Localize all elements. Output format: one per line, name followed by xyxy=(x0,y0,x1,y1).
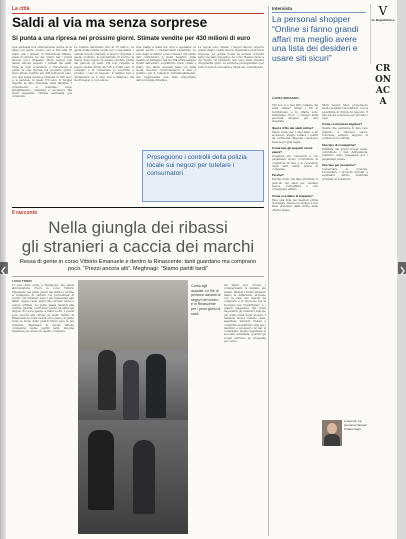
newspaper-page xyxy=(6,0,397,539)
masthead-vertical: CRONACA xyxy=(374,64,392,107)
chevron-left-icon xyxy=(0,265,8,277)
portrait-caption: L'esperta. La personal shopper Chiara Negri xyxy=(344,419,368,431)
feature-rule xyxy=(12,207,264,208)
question-7: Che fare per prevenire? xyxy=(322,162,356,167)
interview-text: Conservare le ricevute, fotografare i prodotti arrivati e segnalare subito eventuali problemi al venditore. xyxy=(322,167,368,181)
interview-text: Diffidare dei prezzi troppo bassi, controllare i dati dell'azienda, preferire carte prepagate per i pagamenti online. xyxy=(322,147,368,161)
feature-column-2 xyxy=(224,284,266,534)
article-text: Le vendite dureranno fino al 15 marzo. La guida della polizia locale per i negozianti: i cartelli devono indicare il prezzo originale e quello scontato, la percentuale di sconto; la merce deve essere la stessa venduta prima del periodo di saldi. Chi non rispetta le regole rischia multe da 516 a 3.098 euro. Il consiglio è di conservare lo scontrino e provare i capi in negozio. Il cambio non è obbligatorio se il capo non è difettoso, ma molti negozi lo concedono. xyxy=(74,46,134,82)
interview-headline: La personal shopper “Online si fanno grandi affari ma meglio avere una lista dei desideri e usare siti sicuri” xyxy=(272,14,359,64)
article-text: Le regole sono chiare: i negozi devono esporre prezzi chiari, i saldi devono riguardare prodotti di stagione. La polizia locale ha avviato controlli nelle vie dello shopping, da corso Buenos Aires a via Torino. Al momento non sono state rilevate irregolarità gravi. Le verifiche proseguiranno per tutto il periodo dei saldi a tutela dei consumatori. xyxy=(198,46,264,69)
interview-label: Intervista xyxy=(272,6,293,11)
feature-subhead: Ressa di gente in corso Vittorio Emanuele e dentro la Rinascente: tanti guardano ma comprano poco. “Prezzi ancora alti”. Meghnagi: “Siamo partiti tardi” xyxy=(19,259,257,272)
feature-text: Ci sono folle come a Ferragosto ma senza abbronzatura. Fuori, in corso Vittorio Emanuele, nei primi giorni dei saldi le vetrine si riempiono di cartelli con percentuali di sconto. Gli stranieri sono i più interessati agli affari: cinesi, russi, arabi che cercano borse e scarpe griffate. La gente passa davanti alle vetrine, guarda, confronta i prezzi ed entra nei negozi. Poi esce spesso a mani vuote. I prezzi sono ancora alti, dicono in molti. Dentro la Rinascente le scale mobili sono piene. Al piano terra le borse delle grandi firme sono le più richieste. Meghnagi di Ascom Milano commenta: siamo partiti tardi, bisogna aspettare per avere un quadro completo. xyxy=(12,284,74,334)
feature-label: Il racconto xyxy=(12,210,38,216)
feature-headline-line-1: Nella giungla dei ribassi xyxy=(48,218,228,237)
feature-subrule xyxy=(12,276,264,277)
main-subhead: Si punta a una ripresa nei prossimi giorni. Stimate vendite per 430 milioni di euro xyxy=(12,35,251,42)
next-page-arrow[interactable] xyxy=(398,262,406,274)
feature-photo xyxy=(78,280,188,534)
question-6: Che tipo di consigli ha? xyxy=(322,142,356,147)
main-headline: Saldi al via ma senza sorprese xyxy=(12,15,208,30)
chevron-right-icon xyxy=(398,265,406,277)
interview-text: Perché molti siti falsi sfruttano il periodo dei saldi per vendere merce contraffatta o non consegnare affatto. xyxy=(272,178,318,192)
article-column-4 xyxy=(198,46,264,146)
article-text: Una realtà a metà tra crisi e speranze: in questi giorni i commercianti registrano un calo degli scontrini e dei consumi. Gli ultimi dati confermano il trend negativo delle vendite al dettaglio. Ma la città attira sempre turisti dall'estero, soprattutto russi, cinesi e arabi, che fanno acquisti nelle vie della moda. Secondo Confcommercio il dato è positivo per il comparto dell'abbigliamento, che rappresenta una fetta importante dell'economia cittadina. xyxy=(136,46,196,82)
masthead-box: V la Repubblica — xyxy=(370,4,395,64)
section-rule xyxy=(12,13,264,14)
question-2: Come fare gli acquisti senza paura? xyxy=(272,145,313,154)
interview-text: Fare una lista dei desideri prima di iniziare, fissare un budget e non farsi prendere dalla fretta delle offerte lampo. xyxy=(272,198,318,212)
interview-text: Chi non si è mai fatto tentare dai saldi online? Ormai i siti si moltiplicano e le offerte sono tantissime. Ecco i consigli della personal shopper per non sbagliare. xyxy=(272,104,318,124)
interview-column-1 xyxy=(272,104,318,494)
feature-byline: LUCIA TIVERI xyxy=(12,279,32,283)
article-column-1 xyxy=(12,46,72,206)
section-label: La città xyxy=(12,6,30,12)
question-1: Qual è il filo dei saldi online? xyxy=(272,125,314,130)
previous-page-arrow[interactable] xyxy=(0,262,8,274)
interview-text: Quella che permette di fare reso gratuito e rimborsi veloci. Conviene sempre leggere le condizioni di vendita. xyxy=(322,127,368,141)
article-column-2 xyxy=(74,46,134,206)
interview-text: Molti negozi fisici propongono anche acquisti via internet, con la possibilità di ritirare in negozio. È una buona soluzione per provare i capi. xyxy=(322,104,368,121)
interview-column-2 xyxy=(322,104,368,419)
portrait-photo xyxy=(322,420,342,446)
feature-photo-caption: Corsa agli acquisti. Le file di persone davanti ai negozi del centro e in Rinascente per i primi giorni di saldi xyxy=(191,284,221,316)
pull-quote: Proseguono i controlli della polizia locale sui negozi per tutelare i consumatori xyxy=(142,150,264,202)
question-4: Come si evitano le trappole? xyxy=(272,193,313,198)
question-5: Come si orienta la migliore? xyxy=(322,122,363,127)
interview-text: Vanno bene per i capi basic e gli accessori, meglio evitare i vestiti da cerimonia. Bisogna conoscere bene la propria taglia. xyxy=(272,130,318,144)
interview-byline: LAURA SERASSIO xyxy=(272,96,299,100)
masthead-paper: la Repubblica xyxy=(371,18,395,22)
interview-rule xyxy=(272,12,366,13)
feature-text: Gli affari veri, dicono i commercianti, si faranno più avanti. Intanto i turisti stranieri fanno la differenza: arrivano con la lista dei marchi da comprare e si muovono tra le boutique del Quadrilatero e i grandi magazzini. Per molti negozianti gli stranieri valgono più della metà degli incassi. I milanesi invece restano cauti, aspettano ulteriori ribassi e comprano soprattutto capi per i bambini e accessori. Al bar si commenta: meglio aspettare la seconda settimana, quando gli sconti arrivano al cinquanta per cento. xyxy=(224,284,266,344)
masthead-letter: V xyxy=(378,4,388,18)
feature-column-1 xyxy=(12,284,74,534)
interview-text: Scegliere siti conosciuti e con pagamenti sicuri. Controllare le condizioni di reso e le recensioni degli altri utenti prima di comprare. xyxy=(272,154,318,172)
article-text: Una partenza non effervescente anche se in linea con l'anno scorso. Ieri a dire alle 18 erano già i numeri di Federmoda Milano: ressa in alcune vie del centro ma i prezzi ancora poco ribassati. Molti negozi non hanno ancora esposto i cartelli dei saldi. Vista la crisi economica e l'incertezza si punta su una ripresa nei prossimi giorni. Sono attese vendite per 430 milioni di euro, con una spesa media a famiglia di 300 euro e, a persona, di quasi 170 euro. Il budget rispetto al dato nazionale delle famiglie. I consumatori si orientano verso abbigliamento, calzature e accessori. Ma molti aspettano l'ultima settimana per comprare. xyxy=(12,46,72,99)
question-3: Perché? xyxy=(272,173,284,178)
column-divider xyxy=(268,6,269,536)
feature-headline-line-2: gli stranieri a caccia dei marchi xyxy=(21,237,255,256)
